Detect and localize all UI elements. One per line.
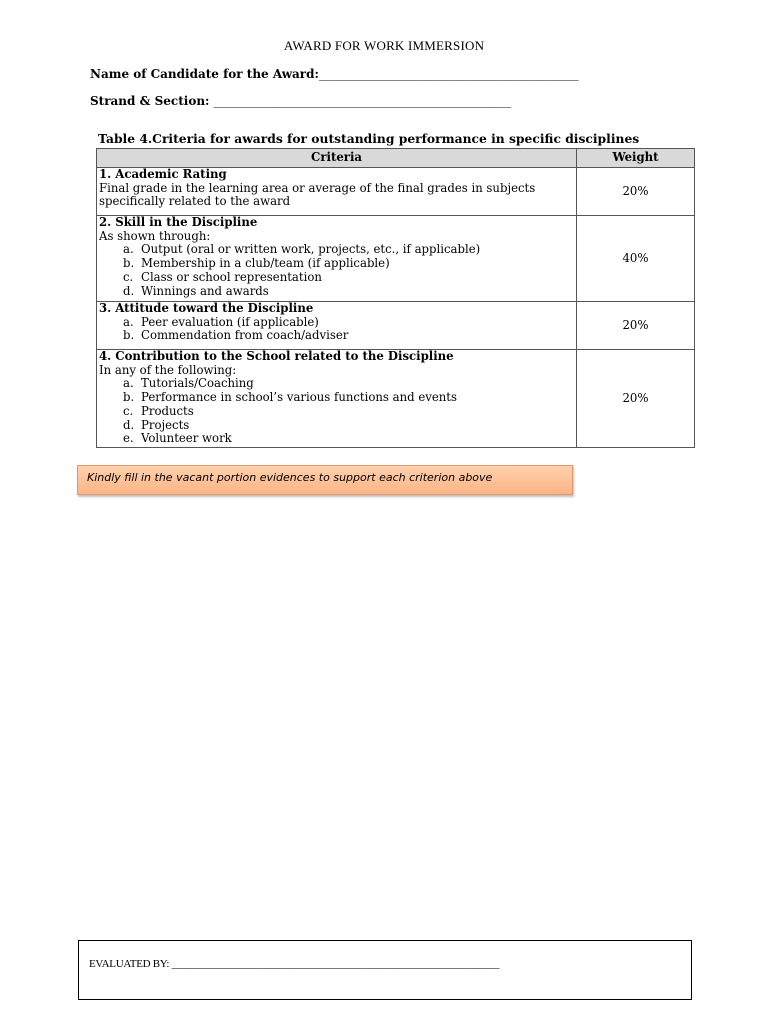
item-marker: e. xyxy=(123,431,134,446)
strand-section-label: Strand & Section: xyxy=(90,94,214,108)
item-text: Winnings and awards xyxy=(141,283,269,298)
item-marker: a. xyxy=(123,242,134,257)
table-row xyxy=(97,302,695,350)
evaluated-by-label: EVALUATED BY: xyxy=(89,958,172,970)
item-text: Performance in school’s various functions and events xyxy=(141,390,457,405)
candidate-name-field xyxy=(90,67,578,81)
criterion-item xyxy=(123,243,574,257)
instruction-note: Kindly fill in the vacant portion evidences to support each criterion above xyxy=(77,465,573,495)
criterion-item xyxy=(123,316,574,330)
item-marker: c. xyxy=(123,269,134,284)
evaluated-by-box xyxy=(78,940,692,1000)
item-text: Commendation from coach/adviser xyxy=(141,328,349,343)
criterion-description: Final grade in the learning area or average of the final grades in subjects specifically related to the award xyxy=(99,180,536,209)
criterion-item-list xyxy=(99,377,574,446)
criterion-item xyxy=(123,419,574,433)
page-title: AWARD FOR WORK IMMERSION xyxy=(283,38,485,53)
criterion-item xyxy=(123,271,574,285)
item-marker: a. xyxy=(123,376,134,391)
candidate-name-line: ________________________________________________ xyxy=(318,67,579,81)
item-marker: c. xyxy=(123,403,134,418)
criterion-item xyxy=(123,432,574,446)
table-row xyxy=(97,350,695,448)
criterion-item xyxy=(123,377,574,391)
criterion-heading: 2. Skill in the Discipline xyxy=(99,215,258,229)
weight-cell: 40% xyxy=(577,216,695,302)
item-marker: d. xyxy=(123,417,135,432)
item-text: Class or school representation xyxy=(141,269,322,284)
criteria-cell xyxy=(97,350,577,448)
criterion-item xyxy=(123,285,574,299)
weight-header: Weight xyxy=(577,149,695,168)
strand-section-field xyxy=(90,94,511,108)
criteria-cell xyxy=(97,302,577,350)
item-text: Products xyxy=(141,403,194,418)
criteria-header: Criteria xyxy=(97,149,577,168)
criterion-heading: 3. Attitude toward the Discipline xyxy=(99,301,314,315)
item-text: Membership in a club/team (if applicable) xyxy=(141,256,390,271)
criterion-item xyxy=(123,329,574,343)
table-row xyxy=(97,216,695,302)
item-text: Output (oral or written work, projects, etc., if applicable) xyxy=(141,242,481,257)
table-header-row xyxy=(97,149,695,168)
weight-cell: 20% xyxy=(577,350,695,448)
criterion-description: In any of the following: xyxy=(99,362,237,377)
criteria-cell xyxy=(97,168,577,216)
criteria-cell xyxy=(97,216,577,302)
criterion-item xyxy=(123,391,574,405)
evaluated-by-line: _______________________________________________________________ xyxy=(171,958,500,970)
item-text: Tutorials/Coaching xyxy=(141,376,254,391)
strand-section-line: _______________________________________________________ xyxy=(213,94,511,108)
item-text: Projects xyxy=(141,417,190,432)
item-marker: b. xyxy=(123,328,135,343)
table-row xyxy=(97,168,695,216)
criterion-heading: 1. Academic Rating xyxy=(99,167,227,181)
weight-cell: 20% xyxy=(577,168,695,216)
evaluated-by-field xyxy=(89,958,499,970)
criteria-table-body xyxy=(97,168,695,448)
criterion-item-list xyxy=(99,316,574,343)
item-text: Volunteer work xyxy=(141,431,232,446)
item-marker: b. xyxy=(123,256,135,271)
weight-cell: 20% xyxy=(577,302,695,350)
item-marker: a. xyxy=(123,314,134,329)
item-text: Peer evaluation (if applicable) xyxy=(141,314,319,329)
criterion-item-list xyxy=(99,243,574,298)
criterion-item xyxy=(123,257,574,271)
criterion-item xyxy=(123,405,574,419)
candidate-name-label: Name of Candidate for the Award: xyxy=(90,67,319,81)
item-marker: b. xyxy=(123,390,135,405)
table-caption: Table 4.Criteria for awards for outstanding performance in specific disciplines xyxy=(98,131,640,146)
criterion-description: As shown through: xyxy=(99,228,211,243)
item-marker: d. xyxy=(123,283,135,298)
criteria-table xyxy=(96,148,695,448)
criterion-heading: 4. Contribution to the School related to the Discipline xyxy=(99,349,454,363)
